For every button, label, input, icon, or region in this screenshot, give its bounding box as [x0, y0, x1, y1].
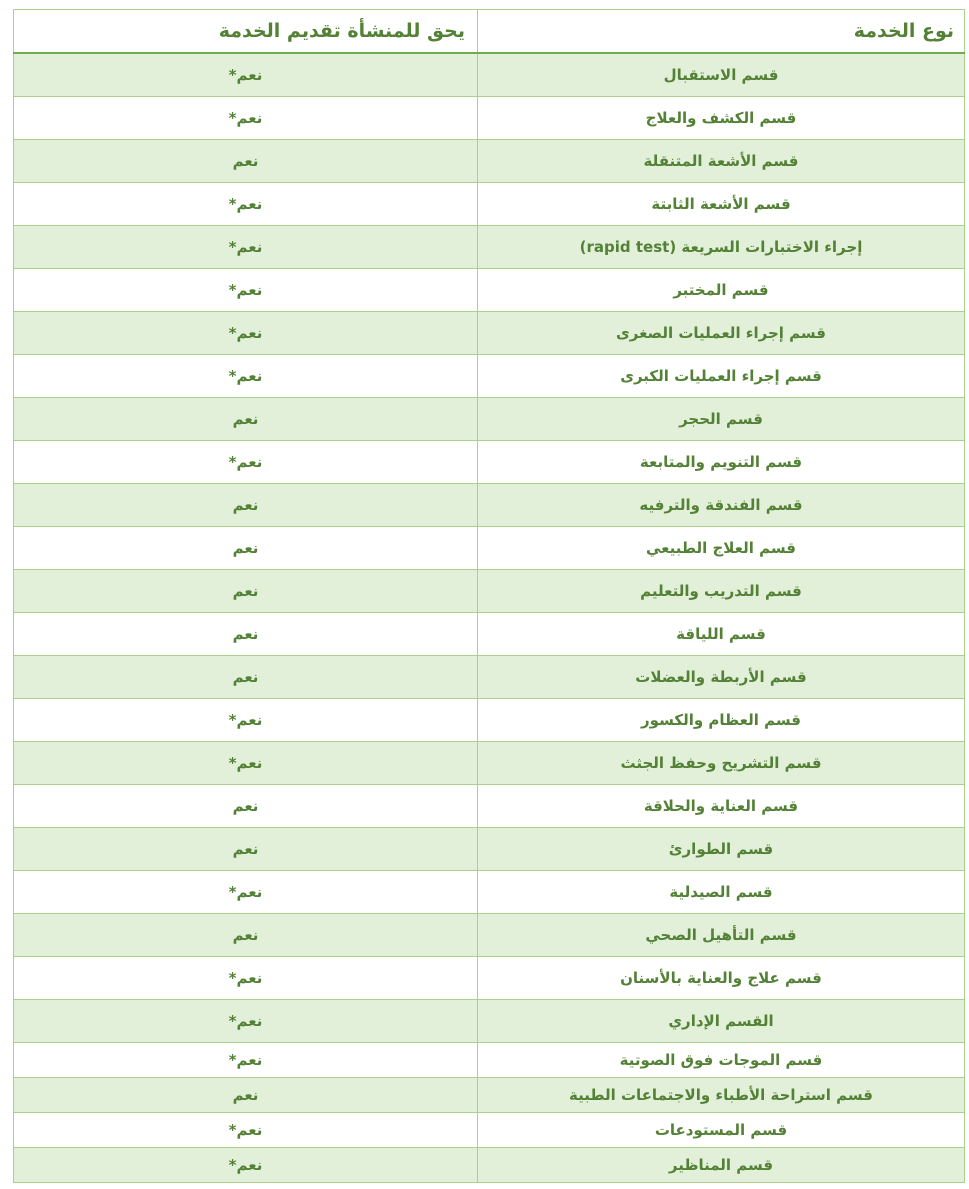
service-name-cell: قسم المستودعات: [478, 1113, 965, 1148]
service-name-cell: قسم الصيدلية: [478, 871, 965, 914]
allowed-value-cell: نعم: [14, 570, 478, 613]
service-name-cell: قسم المناظير: [478, 1148, 965, 1183]
service-name-cell: إجراء الاختبارات السريعة (rapid test): [478, 226, 965, 269]
allowed-value-cell: نعم*: [14, 1000, 478, 1043]
service-name-cell: قسم الأشعة الثابتة: [478, 183, 965, 226]
allowed-value-cell: نعم*: [14, 226, 478, 269]
table-row: [14, 398, 965, 441]
service-name-cell: قسم الكشف والعلاج: [478, 97, 965, 140]
table-row: [14, 914, 965, 957]
allowed-value-cell: نعم*: [14, 355, 478, 398]
service-name-cell: قسم الحجر: [478, 398, 965, 441]
service-name-cell: قسم العظام والكسور: [478, 699, 965, 742]
service-name-cell: قسم الاستقبال: [478, 53, 965, 97]
allowed-value-cell: نعم*: [14, 312, 478, 355]
table-row: [14, 97, 965, 140]
allowed-value-cell: نعم: [14, 656, 478, 699]
service-name-cell: قسم الأربطة والعضلات: [478, 656, 965, 699]
service-name-cell: قسم العلاج الطبيعي: [478, 527, 965, 570]
allowed-value-cell: نعم*: [14, 269, 478, 312]
service-name-cell: قسم التأهيل الصحي: [478, 914, 965, 957]
table-row: [14, 269, 965, 312]
allowed-value-cell: نعم: [14, 613, 478, 656]
table-row: [14, 656, 965, 699]
service-name-cell: قسم العناية والحلاقة: [478, 785, 965, 828]
allowed-value-cell: نعم*: [14, 1148, 478, 1183]
allowed-value-cell: نعم*: [14, 699, 478, 742]
service-name-cell: قسم التنويم والمتابعة: [478, 441, 965, 484]
table-row: [14, 871, 965, 914]
table-row: [14, 527, 965, 570]
allowed-value-cell: نعم*: [14, 1113, 478, 1148]
service-name-cell: قسم المختبر: [478, 269, 965, 312]
allowed-value-cell: نعم: [14, 828, 478, 871]
allowed-value-cell: نعم: [14, 1078, 478, 1113]
allowed-value-cell: نعم*: [14, 1043, 478, 1078]
table-row: [14, 312, 965, 355]
service-name-cell: قسم الطوارئ: [478, 828, 965, 871]
service-name-cell: قسم علاج والعناية بالأسنان: [478, 957, 965, 1000]
allowed-value-cell: نعم: [14, 484, 478, 527]
service-name-cell: قسم الموجات فوق الصوتية: [478, 1043, 965, 1078]
service-name-cell: قسم إجراء العمليات الكبرى: [478, 355, 965, 398]
facility-allowed-header: يحق للمنشأة تقديم الخدمة: [14, 10, 478, 54]
table-row: [14, 53, 965, 97]
service-name-cell: قسم التشريح وحفظ الجثث: [478, 742, 965, 785]
service-type-header: نوع الخدمة: [478, 10, 965, 54]
table-row: [14, 957, 965, 1000]
service-name-cell: قسم إجراء العمليات الصغرى: [478, 312, 965, 355]
table-row: [14, 742, 965, 785]
table-row: [14, 1043, 965, 1078]
allowed-value-cell: نعم*: [14, 183, 478, 226]
service-name-cell: قسم الأشعة المتنقلة: [478, 140, 965, 183]
table-row: [14, 699, 965, 742]
table-row: [14, 1078, 965, 1113]
table-row: [14, 570, 965, 613]
service-name-cell: قسم استراحة الأطباء والاجتماعات الطبية: [478, 1078, 965, 1113]
table-row: [14, 484, 965, 527]
allowed-value-cell: نعم*: [14, 742, 478, 785]
allowed-value-cell: نعم: [14, 785, 478, 828]
allowed-value-cell: نعم*: [14, 871, 478, 914]
table-body: [14, 53, 965, 1183]
service-name-cell: قسم الفندقة والترفيه: [478, 484, 965, 527]
table-row: [14, 1148, 965, 1183]
services-table: [13, 9, 965, 1183]
allowed-value-cell: نعم: [14, 527, 478, 570]
table-row: [14, 183, 965, 226]
table-row: [14, 140, 965, 183]
allowed-value-cell: نعم*: [14, 97, 478, 140]
services-table-container: [13, 9, 965, 1183]
table-row: [14, 1113, 965, 1148]
table-row: [14, 1000, 965, 1043]
table-row: [14, 828, 965, 871]
table-row: [14, 613, 965, 656]
allowed-value-cell: نعم: [14, 140, 478, 183]
header-row: [14, 10, 965, 54]
table-row: [14, 355, 965, 398]
service-name-cell: قسم اللياقة: [478, 613, 965, 656]
allowed-value-cell: نعم: [14, 914, 478, 957]
allowed-value-cell: نعم*: [14, 957, 478, 1000]
table-row: [14, 441, 965, 484]
allowed-value-cell: نعم*: [14, 441, 478, 484]
allowed-value-cell: نعم*: [14, 53, 478, 97]
allowed-value-cell: نعم: [14, 398, 478, 441]
service-name-cell: القسم الإداري: [478, 1000, 965, 1043]
table-row: [14, 226, 965, 269]
service-name-cell: قسم التدريب والتعليم: [478, 570, 965, 613]
table-row: [14, 785, 965, 828]
